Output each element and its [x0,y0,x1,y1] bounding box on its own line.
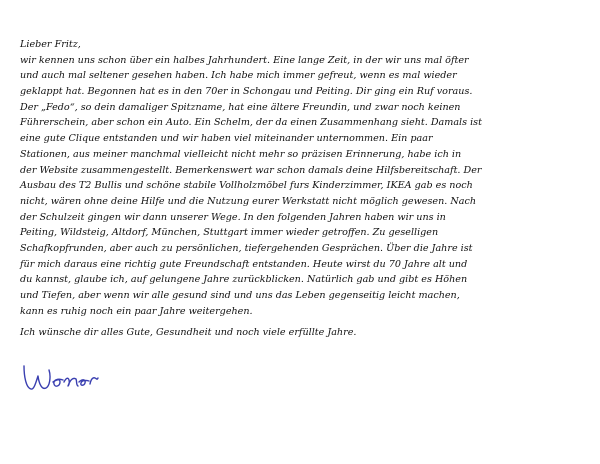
body-line: wir kennen uns schon über ein halbes Jahrhundert. Eine lange Zeit, in der wir uns mal öfter [20,54,469,66]
body-line: eine gute Clique entstanden und wir haben viel miteinander unternommen. Ein paar [20,133,433,145]
body-line: Führerschein, aber schon ein Auto. Ein Schelm, der da einen Zusammenhang sieht. Damals ist [20,117,482,129]
body-line: nicht, wären ohne deine Hilfe und die Nutzung eurer Werkstatt nicht möglich gewesen. Nach [20,195,477,207]
body-line: du kannst, glaube ich, auf gelungene Jahre zurückblicken. Natürlich gab und gibt es Höhen [20,274,468,286]
handwritten-signature [18,358,118,394]
letter-text [20,37,580,341]
body-line: Stationen, aus meiner manchmal vielleicht nicht mehr so präzisen Erinnerung, habe ich in [20,148,462,160]
body-line: der Schulzeit gingen wir dann unserer Wege. In den folgenden Jahren haben wir uns in [20,211,446,223]
body-line: Der „Fedo“, so dein damaliger Spitzname, hat eine ältere Freundin, und zwar noch keinen [20,101,461,113]
body-line: kann es ruhig noch ein paar Jahre weitergehen. [20,305,253,317]
closing-line: Ich wünsche dir alles Gute, Gesundheit und noch viele erfüllte Jahre. [20,327,357,339]
salutation: Lieber Fritz, [20,39,81,50]
body-line: und auch mal seltener gesehen haben. Ich habe mich immer gefreut, wenn es mal wieder [20,70,457,82]
body-line: geklappt hat. Begonnen hat es in den 70er in Schongau und Peiting. Dir ging ein Ruf voraus. [20,86,473,98]
body-line: und Tiefen, aber wenn wir alle gesund sind und uns das Leben gegenseitig leicht machen, [20,290,460,301]
body-line: Peiting, Wildsteig, Altdorf, München, Stuttgart immer wieder getroffen. Zu geselligen [20,227,439,239]
body-line: für mich daraus eine richtig gute Freundschaft entstanden. Heute wirst du 70 Jahre alt und [20,258,468,270]
body-line: Schafkopfrunden, aber auch zu persönlichen, tiefergehenden Gesprächen. Über die Jahre ist [20,242,473,254]
body-line: Ausbau des T2 Bullis und schöne stabile Vollholzmöbel furs Kinderzimmer, IKEA gab es noch [20,180,473,192]
body-line: der Website zusammengestellt. Bemerkenswert war schon damals deine Hilfsbereitschaft. Der [20,164,482,176]
